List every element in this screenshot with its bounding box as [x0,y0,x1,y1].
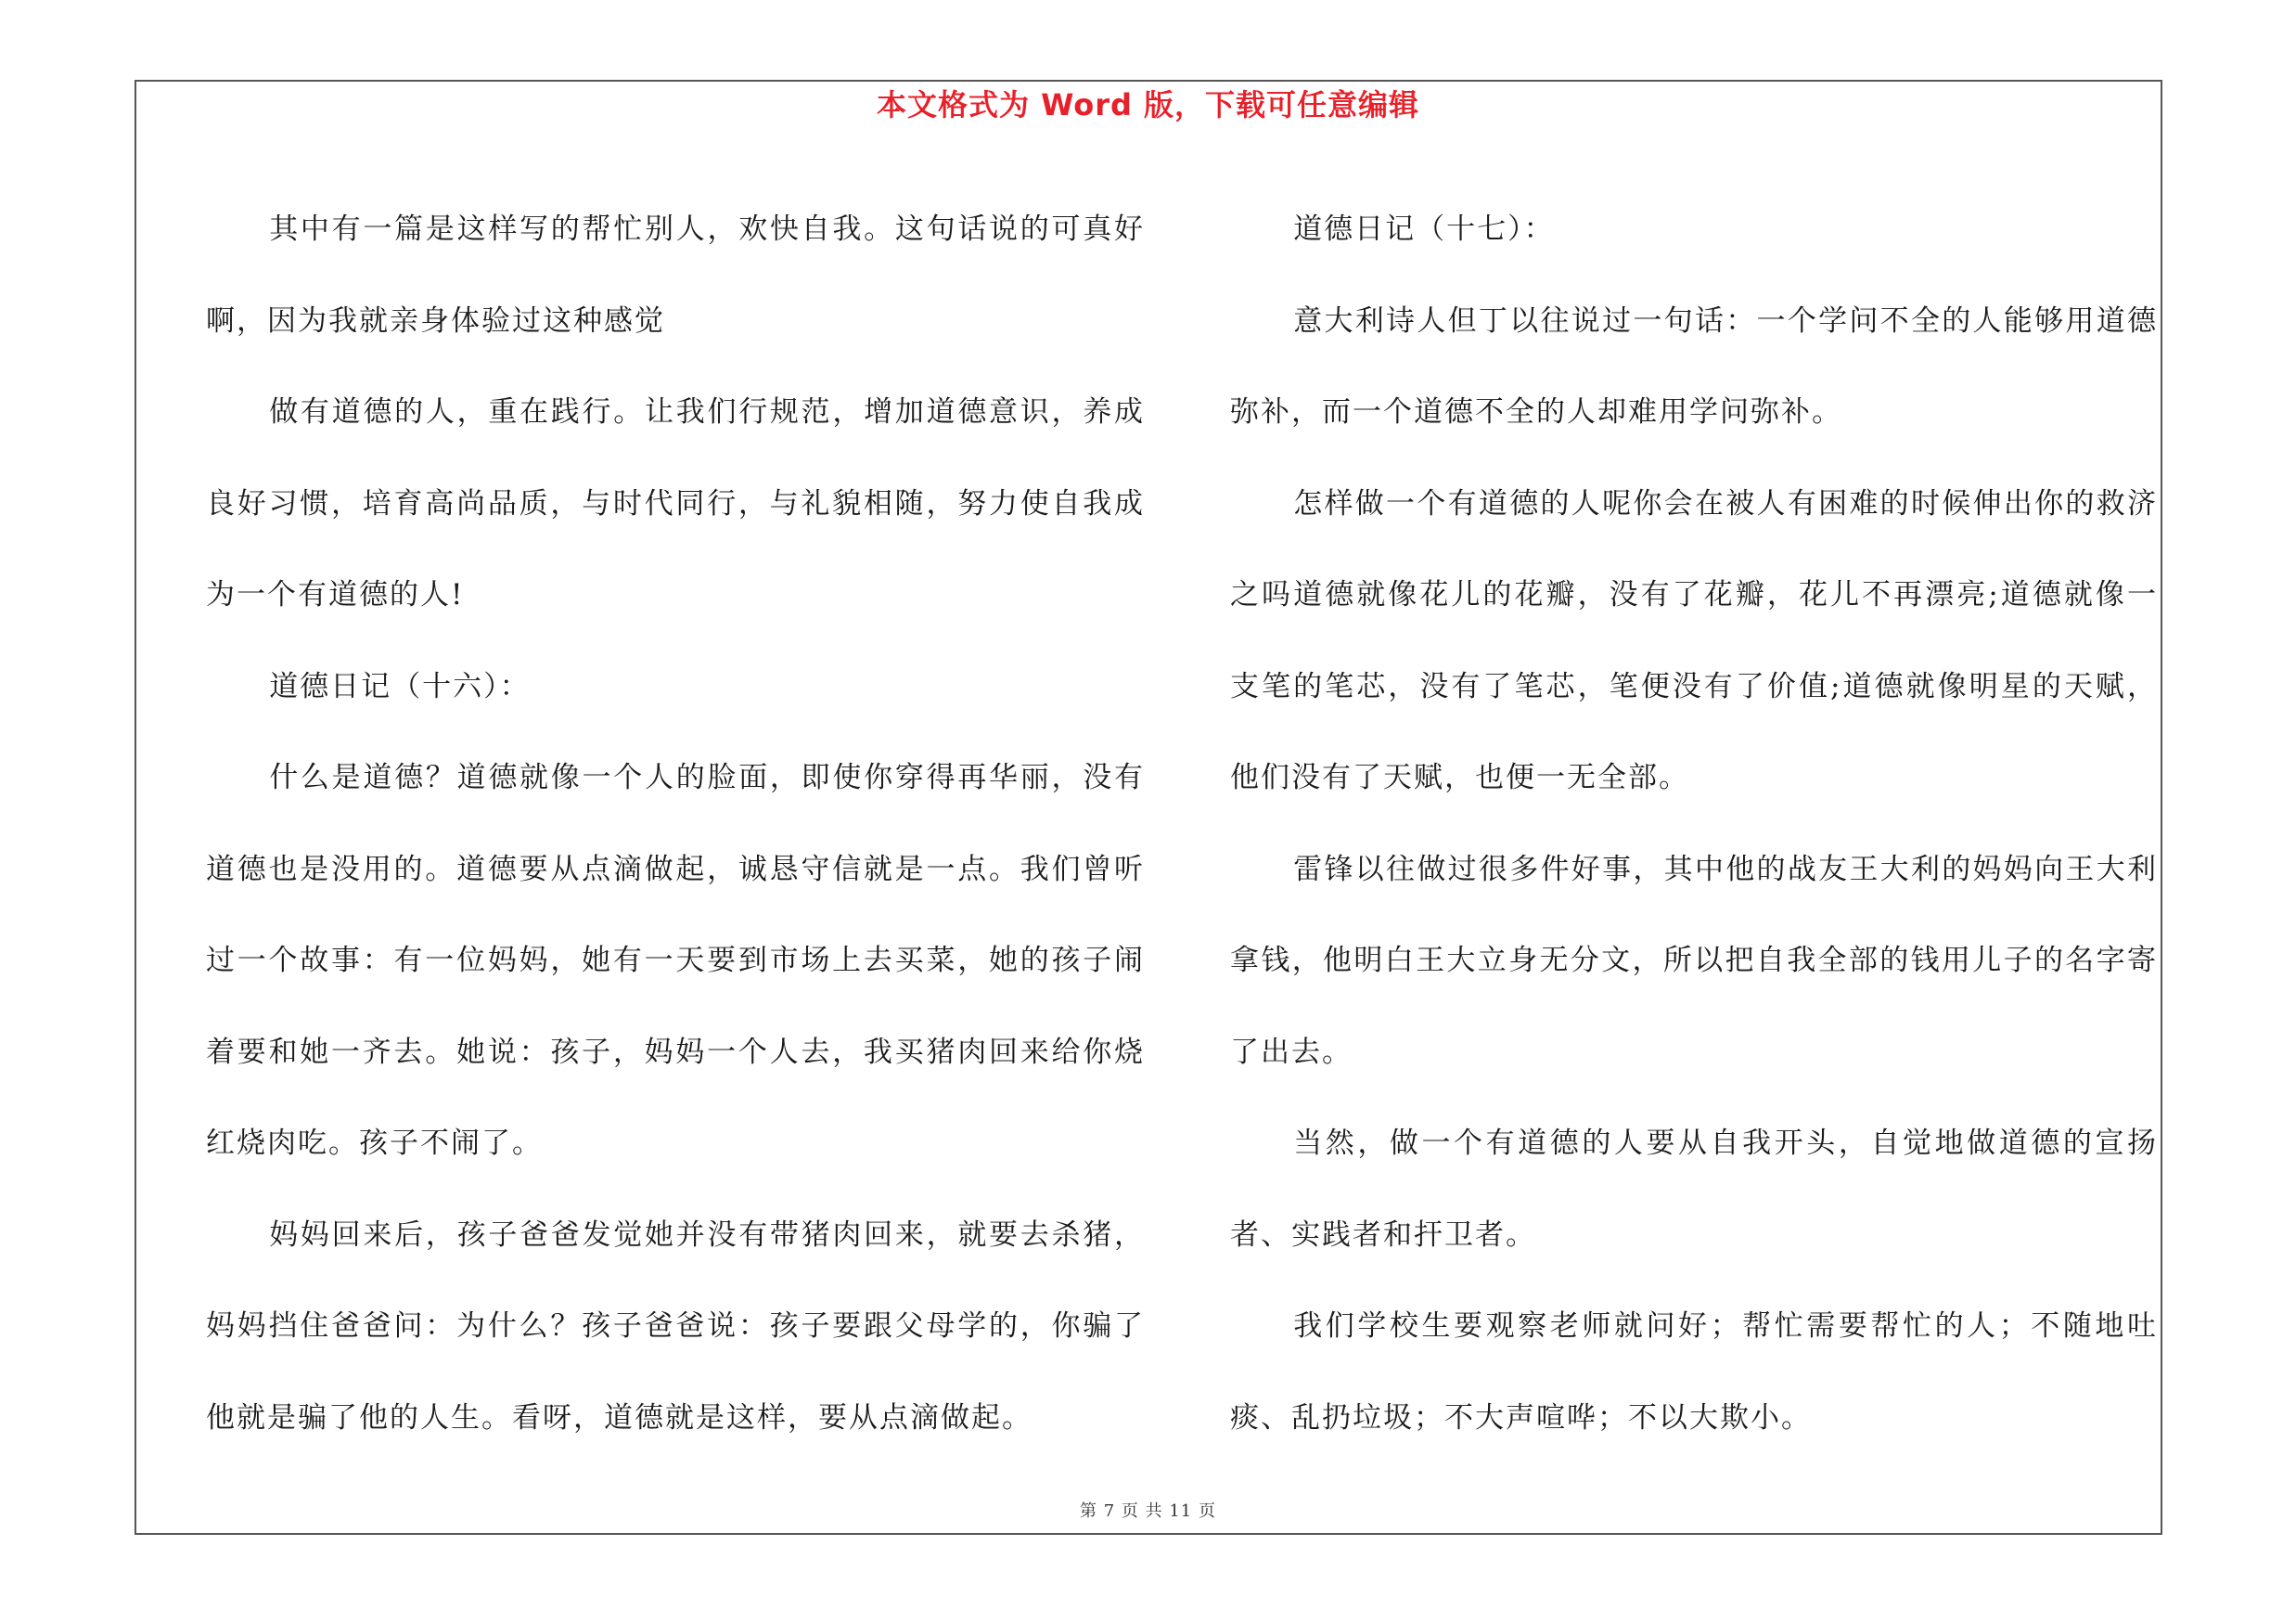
paragraph: 什么是道德？道德就像一个人的脸面，即使你穿得再华丽，没有道德也是没用的。道德要从点滴做起，诚恳守信就是一点。我们曾听过一个故事：有一位妈妈，她有一天要到市场上去买菜，她的孩子闹着要和她一齐去。她说：孩子，妈妈一个人去，我买猪肉回来给你烧红烧肉吃。孩子不闹了。 [206,761,1145,1160]
paragraph: 雷锋以往做过很多件好事，其中他的战友王大利的妈妈向王大利拿钱，他明白王大立身无分文，所以把自我全部的钱用儿子的名字寄了出去。 [1230,852,2158,1069]
section-heading: 道德日记（十六）： [269,669,531,703]
paragraph: 当然，做一个有道德的人要从自我开头，自觉地做道德的宣扬者、实践者和扞卫者。 [1230,1127,2158,1252]
paragraph: 我们学校生要观察老师就问好；帮忙需要帮忙的人；不随地吐痰、乱扔垃圾；不大声喧哗；不以大欺小。 [1230,1309,2158,1435]
paragraph: 怎样做一个有道德的人呢你会在被人有困难的时候伸出你的救济之吗道德就像花儿的花瓣，没有了花瓣，花儿不再漂亮;道德就像一支笔的笔芯，没有了笔芯，笔便没有了价值;道德就像明星的天赋，他们没有了天赋，也便一无全部。 [1230,486,2158,794]
left-column [206,184,1145,1463]
paragraph: 其中有一篇是这样写的帮忙别人，欢快自我。这句话说的可真好啊，因为我就亲身体验过这种感觉 [206,213,1145,338]
paragraph: 意大利诗人但丁以往说过一句话：一个学问不全的人能够用道德弥补，而一个道德不全的人却难用学问弥补。 [1230,303,2158,429]
document-header: 本文格式为 Word 版，下载可任意编辑 [876,87,1420,122]
right-column [1230,184,2158,1463]
section-heading: 道德日记（十七）： [1293,213,1555,246]
paragraph: 做有道德的人，重在践行。让我们行规范，增加道德意识，养成良好习惯，培育高尚品质，与时代同行，与礼貌相随，努力使自我成为一个有道德的人! [206,395,1145,612]
page-number-footer: 第 7 页 共 11 页 [1080,1501,1216,1521]
paragraph: 妈妈回来后，孩子爸爸发觉她并没有带猪肉回来，就要去杀猪，妈妈挡住爸爸问：为什么？孩子爸爸说：孩子要跟父母学的，你骗了他就是骗了他的人生。看呀，道德就是这样，要从点滴做起。 [206,1217,1145,1435]
